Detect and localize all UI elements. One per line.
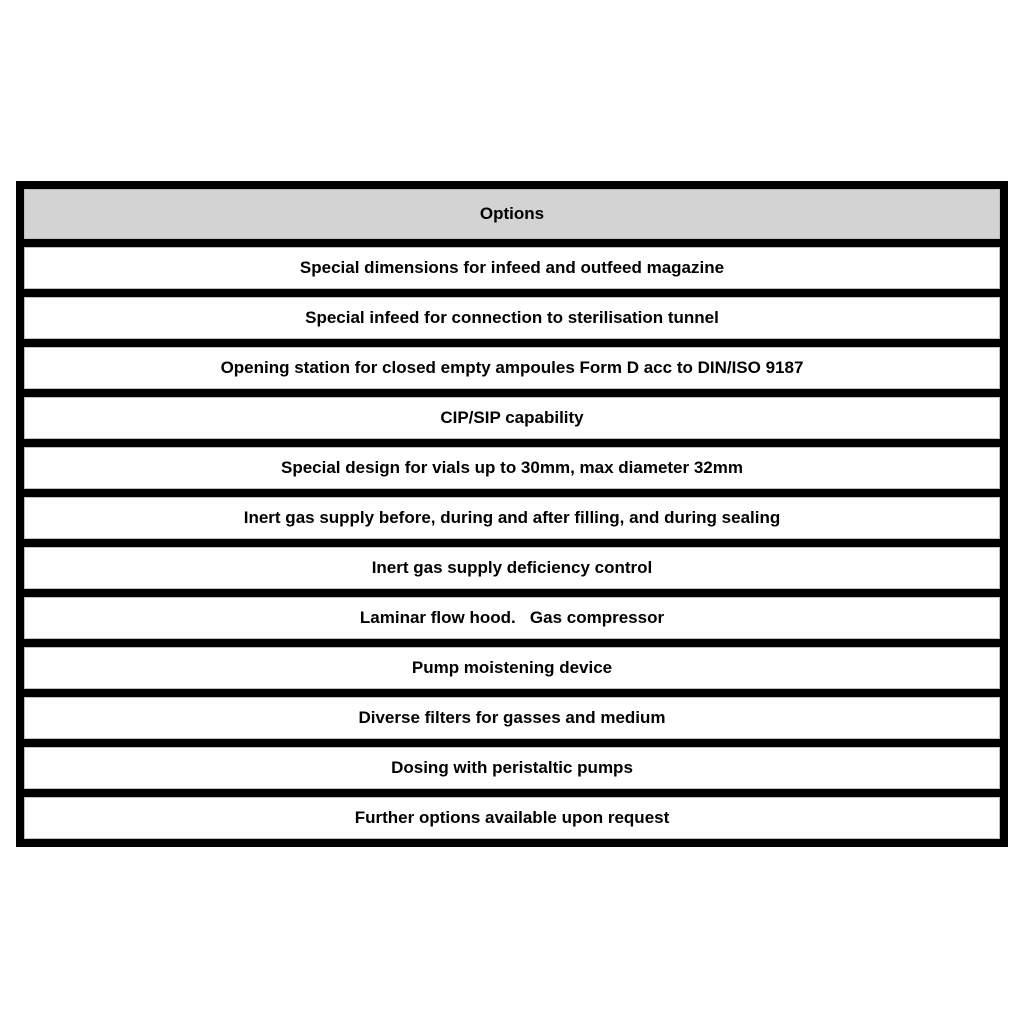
options-table [16, 181, 1008, 847]
table-row: Opening station for closed empty ampoules Form D acc to DIN/ISO 9187 [25, 348, 999, 388]
table-row: Inert gas supply before, during and after filling, and during sealing [25, 498, 999, 538]
table-row: Special infeed for connection to sterilisation tunnel [25, 298, 999, 338]
table-row: Dosing with peristaltic pumps [25, 748, 999, 788]
table-row: Inert gas supply deficiency control [25, 548, 999, 588]
table-header: Options [25, 190, 999, 238]
table-row: Special dimensions for infeed and outfeed magazine [25, 248, 999, 288]
table-row: Diverse filters for gasses and medium [25, 698, 999, 738]
table-row: Further options available upon request [25, 798, 999, 838]
table-row: Special design for vials up to 30mm, max diameter 32mm [25, 448, 999, 488]
table-row: Laminar flow hood. Gas compressor [25, 598, 999, 638]
table-row: CIP/SIP capability [25, 398, 999, 438]
table-row: Pump moistening device [25, 648, 999, 688]
